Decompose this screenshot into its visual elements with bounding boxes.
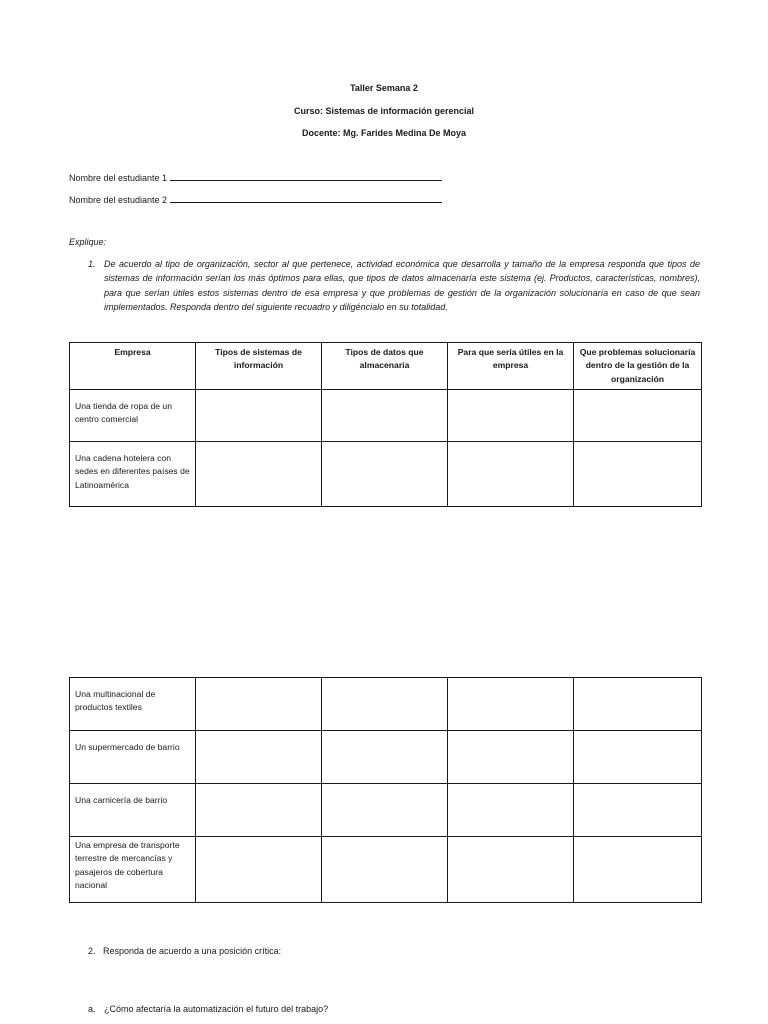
table-row — [70, 837, 702, 903]
answer-cell[interactable] — [448, 784, 574, 837]
answer-cell[interactable] — [196, 389, 322, 441]
row-company-label: Una multinacional de productos textiles — [70, 678, 196, 731]
table-row — [70, 784, 702, 837]
student-1-field[interactable] — [170, 171, 442, 181]
question-2a-letter: a. — [88, 1004, 96, 1014]
answer-cell[interactable] — [574, 784, 702, 837]
row-company-label: Una cadena hotelera con sedes en diferentes países de Latinoamérica — [70, 441, 196, 506]
answer-cell[interactable] — [196, 731, 322, 784]
table-header-row — [70, 343, 702, 390]
student-1-label: Nombre del estudiante 1 — [69, 173, 168, 183]
table-row — [70, 441, 702, 506]
student-2-line — [69, 193, 442, 208]
answer-cell[interactable] — [448, 837, 574, 903]
answer-cell[interactable] — [196, 441, 322, 506]
header-empresa: Empresa — [70, 343, 196, 390]
question-2: 2. Responda de acuerdo a una posición crítica: — [88, 946, 282, 956]
answer-cell[interactable] — [574, 731, 702, 784]
answer-cell[interactable] — [322, 441, 448, 506]
answer-cell[interactable] — [322, 389, 448, 441]
question-1-text: De acuerdo al tipo de organización, sector al que pertenece, actividad económica que desarrolla y tamaño de la empresa responda que tipos de sistemas de información serían los más óptimos para ellas, que tipos de datos almacenaría este sistema (ej. Productos, características, nombres), para que serían útiles estos sistemas dentro de esa empresa y que problemas de gestión de la organización solucionaría en caso de que sean implementados. Responda dentro del siguiente recuadro y diligéncialo en su totalidad. — [104, 259, 700, 313]
answer-cell[interactable] — [322, 837, 448, 903]
answer-cell[interactable] — [196, 784, 322, 837]
instructions-intro: Explique: — [69, 237, 107, 247]
table-row — [70, 678, 702, 731]
course-name: Curso: Sistemas de información gerencial — [293, 106, 475, 116]
answer-cell[interactable] — [448, 731, 574, 784]
question-2a — [88, 1003, 328, 1017]
student-2-field[interactable] — [170, 193, 442, 203]
answer-cell[interactable] — [574, 389, 702, 441]
answer-cell[interactable] — [322, 784, 448, 837]
answer-cell[interactable] — [574, 837, 702, 903]
row-company-label: Una carnicería de barrio — [70, 784, 196, 837]
student-1-line — [69, 171, 442, 186]
answer-cell[interactable] — [448, 441, 574, 506]
question-2a-text: ¿Cómo afectaría la automatización el futuro del trabajo? — [104, 1004, 329, 1014]
header-problemas: Que problemas solucionaría dentro de la gestión de la organización — [574, 343, 702, 390]
companies-table-part-1 — [69, 342, 702, 507]
answer-cell[interactable] — [322, 731, 448, 784]
student-2-label: Nombre del estudiante 2 — [69, 195, 168, 205]
header-tipos-sistemas: Tipos de sistemas de información — [196, 343, 322, 390]
question-1-number: 1. — [88, 259, 96, 269]
answer-cell[interactable] — [574, 678, 702, 731]
companies-table-part-2 — [69, 677, 702, 903]
table-row — [70, 389, 702, 441]
answer-cell[interactable] — [448, 678, 574, 731]
answer-cell[interactable] — [322, 678, 448, 731]
answer-cell[interactable] — [574, 441, 702, 506]
question-1 — [88, 257, 700, 315]
row-company-label: Una empresa de transporte terrestre de mercancías y pasajeros de cobertura nacional — [70, 837, 196, 903]
answer-cell[interactable] — [448, 389, 574, 441]
row-company-label: Una tienda de ropa de un centro comercial — [70, 389, 196, 441]
table-row — [70, 731, 702, 784]
answer-cell[interactable] — [196, 678, 322, 731]
header-utilidad: Para que sería útiles en la empresa — [448, 343, 574, 390]
row-company-label: Un supermercado de barrio — [70, 731, 196, 784]
header-tipos-datos: Tipos de datos que almacenaría — [322, 343, 448, 390]
teacher-name: Docente: Mg. Farides Medina De Moya — [301, 128, 467, 138]
answer-cell[interactable] — [196, 837, 322, 903]
document-title: Taller Semana 2 — [350, 83, 418, 93]
